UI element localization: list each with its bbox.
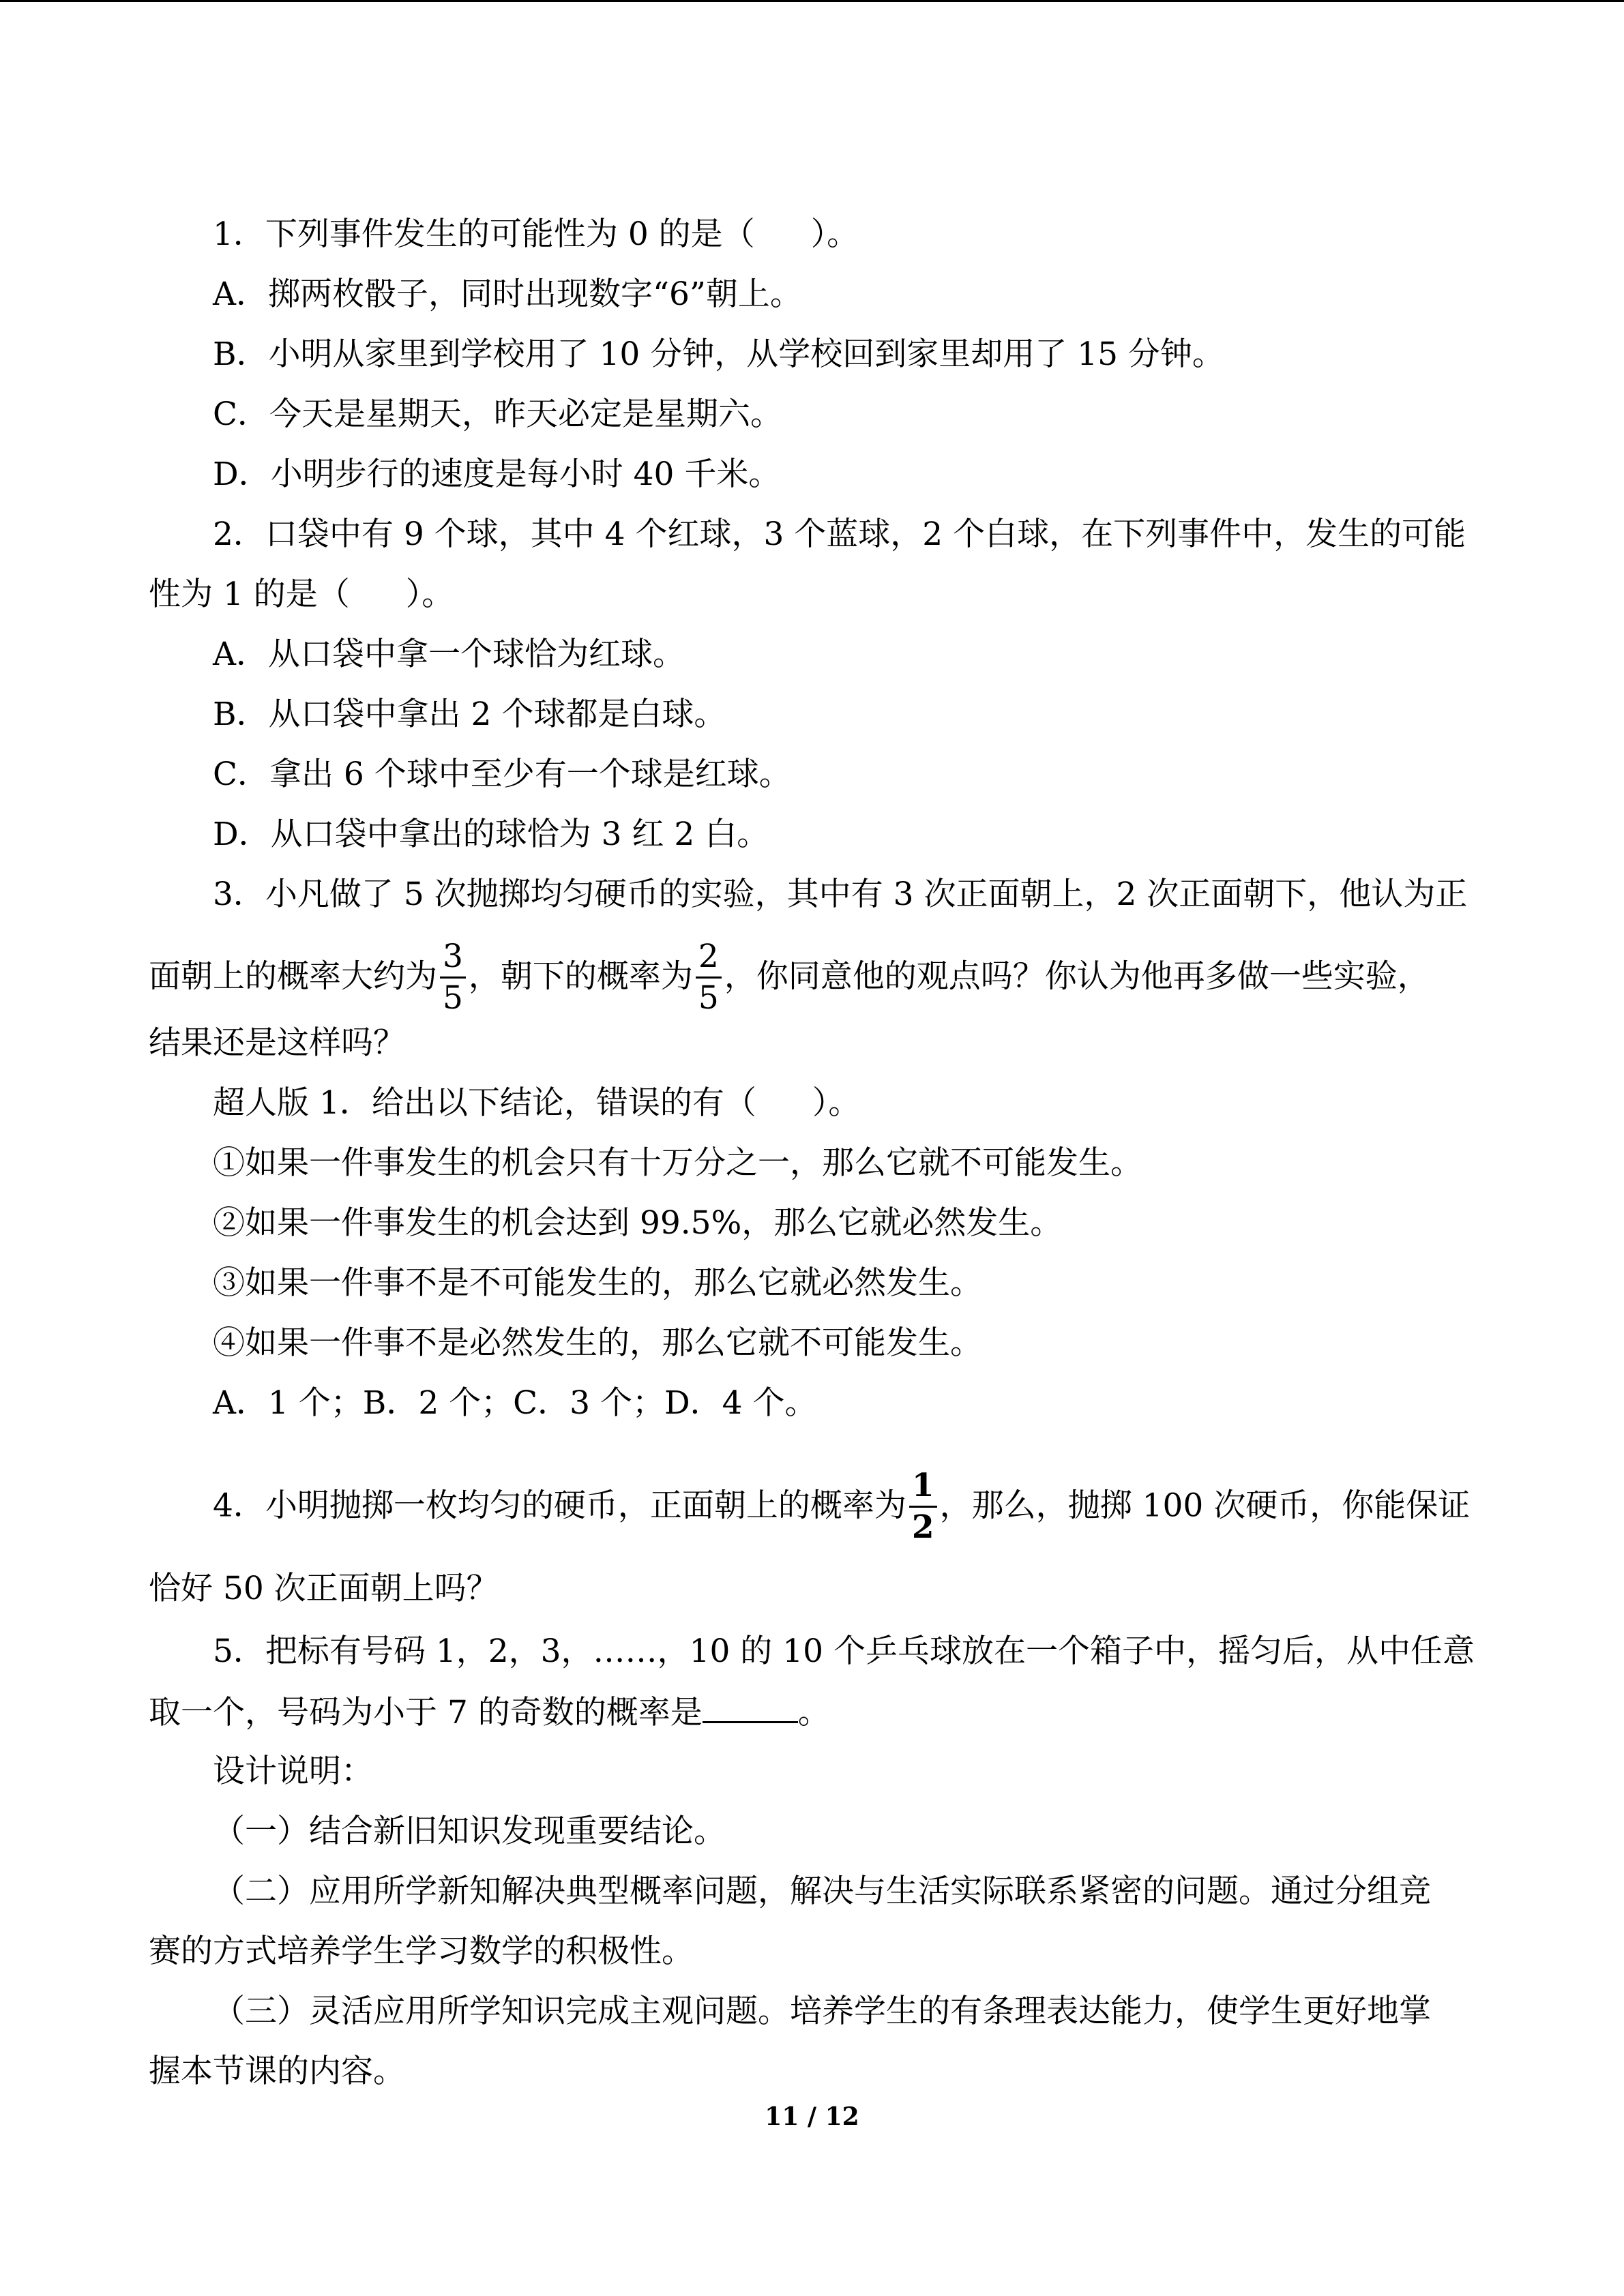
q1-option-c: C．今天是星期天，昨天必定是星期六。 xyxy=(213,396,782,433)
design-item-2-line1: （二）应用所学新知解决典型概率问题，解决与生活实际联系紧密的问题。通过分组竞 xyxy=(213,1873,1431,1910)
design-item-3-line2: 握本节课的内容。 xyxy=(149,2053,405,2090)
q4-line1: 4．小明抛掷一枚均匀的硬币，正面朝上的概率为 $\frac{1}{2}$ ，那么，抛掷 100 次硬币，你能保证 xyxy=(213,1467,1471,1546)
q3-line1: 3．小凡做了 5 次抛掷均匀硬币的实验，其中有 3 次正面朝上，2 次正面朝下，他认为正 xyxy=(213,876,1468,913)
q3-line3: 结果还是这样吗？ xyxy=(149,1024,405,1062)
q5-line1: 5．把标有号码 1，2，3，……，10 的 10 个乒乓球放在一个箱子中，摇匀后，从中任意 xyxy=(213,1632,1475,1670)
q2-option-a: A．从口袋中拿一个球恰为红球。 xyxy=(213,636,685,673)
super-stem: 超人版 1．给出以下结论，错误的有（ ）。 xyxy=(213,1084,861,1122)
q5-line2: 取一个，号码为小于 7 的奇数的概率是 。 xyxy=(149,1691,830,1732)
q2-option-d: D．从口袋中拿出的球恰为 3 红 2 白。 xyxy=(213,816,769,853)
design-heading: 设计说明： xyxy=(213,1753,373,1790)
super-options: A．1 个；B．2 个；C．3 个；D．4 个。 xyxy=(213,1384,817,1422)
q3-line2: 面朝上的概率大约为 $\frac{3}{5}$ ，朝下的概率为 $\frac{2}{5}$ ，你同意他的观点吗？你认为他再多做一些实验， xyxy=(149,938,1430,1017)
design-item-1: （一）结合新旧知识发现重要结论。 xyxy=(213,1813,726,1850)
page-number: 11 / 12 xyxy=(765,2102,859,2131)
q2-option-c: C．拿出 6 个球中至少有一个球是红球。 xyxy=(213,756,791,793)
q1-option-b: B．小明从家里到学校用了 10 分钟，从学校回到家里却用了 15 分钟。 xyxy=(213,336,1224,373)
q4-line2: 恰好 50 次正面朝上吗？ xyxy=(149,1570,499,1607)
super-item-2: ②如果一件事发生的机会达到 99.5%，那么它就必然发生。 xyxy=(213,1204,1063,1242)
design-item-2-line2: 赛的方式培养学生学习数学的积极性。 xyxy=(149,1933,694,1970)
fraction-one-half: $\frac{1}{2}$ xyxy=(909,1466,937,1547)
super-item-1: ①如果一件事发生的机会只有十万分之一，那么它就不可能发生。 xyxy=(213,1144,1142,1182)
answer-blank xyxy=(703,1691,798,1723)
q2-stem-line2: 性为 1 的是（ ）。 xyxy=(149,576,454,613)
super-item-3: ③如果一件事不是不可能发生的，那么它就必然发生。 xyxy=(213,1264,982,1302)
fraction-two-fifths: $\frac{2}{5}$ xyxy=(696,937,722,1018)
design-item-3-line1: （三）灵活应用所学知识完成主观问题。培养学生的有条理表达能力，使学生更好地掌 xyxy=(213,1993,1431,2030)
super-item-4: ④如果一件事不是必然发生的，那么它就不可能发生。 xyxy=(213,1324,982,1362)
q1-stem: 1．下列事件发生的可能性为 0 的是（ ）。 xyxy=(213,215,859,253)
q2-option-b: B．从口袋中拿出 2 个球都是白球。 xyxy=(213,696,726,733)
q2-stem-line1: 2．口袋中有 9 个球，其中 4 个红球，3 个蓝球，2 个白球，在下列事件中，发生的可能 xyxy=(213,516,1466,553)
fraction-three-fifths: $\frac{3}{5}$ xyxy=(440,937,466,1018)
q1-option-d: D．小明步行的速度是每小时 40 千米。 xyxy=(213,456,781,493)
q1-option-a: A．掷两枚骰子，同时出现数字“6”朝上。 xyxy=(213,275,802,313)
